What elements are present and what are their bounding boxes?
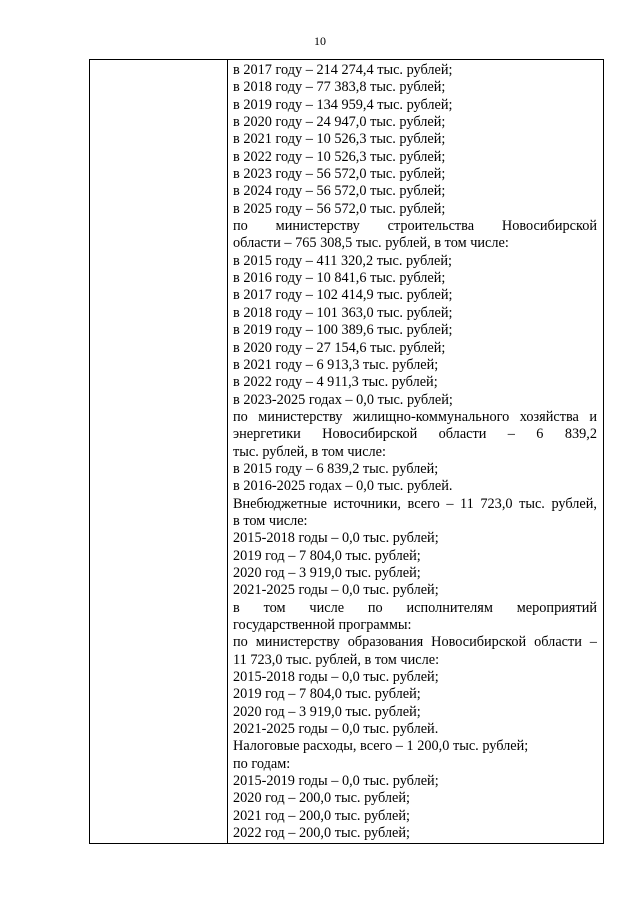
text-line: 2022 год – 200,0 тыс. рублей; <box>233 825 411 842</box>
text-line: 2020 год – 3 919,0 тыс. рублей; <box>233 703 421 720</box>
text-line: в 2019 году – 100 389,6 тыс. рублей; <box>233 322 453 339</box>
text-line: 2015-2018 годы – 0,0 тыс. рублей; <box>233 669 439 686</box>
text-line: в 2024 году – 56 572,0 тыс. рублей; <box>233 183 446 200</box>
text-line: в 2022 году – 10 526,3 тыс. рублей; <box>233 148 446 165</box>
text-line: тыс. рублей, в том числе: <box>233 443 386 460</box>
text-line: в 2025 году – 56 572,0 тыс. рублей; <box>233 200 446 217</box>
text-line: 2020 год – 3 919,0 тыс. рублей; <box>233 564 421 581</box>
text-line: в 2017 году – 102 414,9 тыс. рублей; <box>233 287 453 304</box>
text-line: по министерству образования Новосибирской области – <box>233 634 597 651</box>
text-line: в 2016-2025 годах – 0,0 тыс. рублей. <box>233 478 453 495</box>
text-line: энергетики Новосибирской области – 6 839,2 <box>233 426 597 443</box>
text-line: в 2021 году – 6 913,3 тыс. рублей; <box>233 356 439 373</box>
text-line: в 2019 году – 134 959,4 тыс. рублей; <box>233 96 453 113</box>
funding-table <box>89 59 604 844</box>
text-line: 2020 год – 200,0 тыс. рублей; <box>233 790 411 807</box>
text-line: в 2020 году – 24 947,0 тыс. рублей; <box>233 114 446 131</box>
text-line: по годам: <box>233 755 291 772</box>
text-line: в 2018 году – 101 363,0 тыс. рублей; <box>233 304 453 321</box>
text-line: области – 765 308,5 тыс. рублей, в том числе: <box>233 235 509 252</box>
text-line: в 2015 году – 411 320,2 тыс. рублей; <box>233 252 452 269</box>
text-line: 2019 год – 7 804,0 тыс. рублей; <box>233 686 421 703</box>
text-line: в 2018 году – 77 383,8 тыс. рублей; <box>233 79 446 96</box>
text-line: по министерству строительства Новосибирской <box>233 218 597 235</box>
table-right-column <box>228 60 603 843</box>
text-line: Внебюджетные источники, всего – 11 723,0 тыс. рублей, <box>233 495 597 512</box>
page-number: 10 <box>314 34 326 48</box>
text-line: 2015-2019 годы – 0,0 тыс. рублей; <box>233 773 439 790</box>
text-line: в 2023 году – 56 572,0 тыс. рублей; <box>233 166 446 183</box>
text-line: 2015-2018 годы – 0,0 тыс. рублей; <box>233 530 439 547</box>
text-line: государственной программы: <box>233 617 412 633</box>
text-line: в 2021 году – 10 526,3 тыс. рублей; <box>233 131 446 148</box>
text-line: 2021 год – 200,0 тыс. рублей; <box>233 807 411 824</box>
text-line: в том числе: <box>233 512 308 529</box>
text-line: в 2015 году – 6 839,2 тыс. рублей; <box>233 460 439 477</box>
text-line: в 2022 году – 4 911,3 тыс. рублей; <box>233 374 438 391</box>
table-left-column <box>90 60 228 843</box>
text-line: 2021-2025 годы – 0,0 тыс. рублей. <box>233 721 439 738</box>
text-line: по министерству жилищно-коммунального хозяйства и <box>233 408 597 425</box>
text-line: в том числе по исполнителям мероприятий <box>233 599 597 616</box>
text-line: 11 723,0 тыс. рублей, в том числе: <box>233 651 440 668</box>
text-line: в 2023-2025 годах – 0,0 тыс. рублей; <box>233 391 453 408</box>
text-line: 2019 год – 7 804,0 тыс. рублей; <box>233 547 421 564</box>
text-line: в 2020 году – 27 154,6 тыс. рублей; <box>233 339 446 356</box>
text-line: в 2017 году – 214 274,4 тыс. рублей; <box>233 62 453 78</box>
text-line: в 2016 году – 10 841,6 тыс. рублей; <box>233 270 446 287</box>
text-line: 2021-2025 годы – 0,0 тыс. рублей; <box>233 582 439 599</box>
text-line: Налоговые расходы, всего – 1 200,0 тыс. рублей; <box>233 738 529 755</box>
